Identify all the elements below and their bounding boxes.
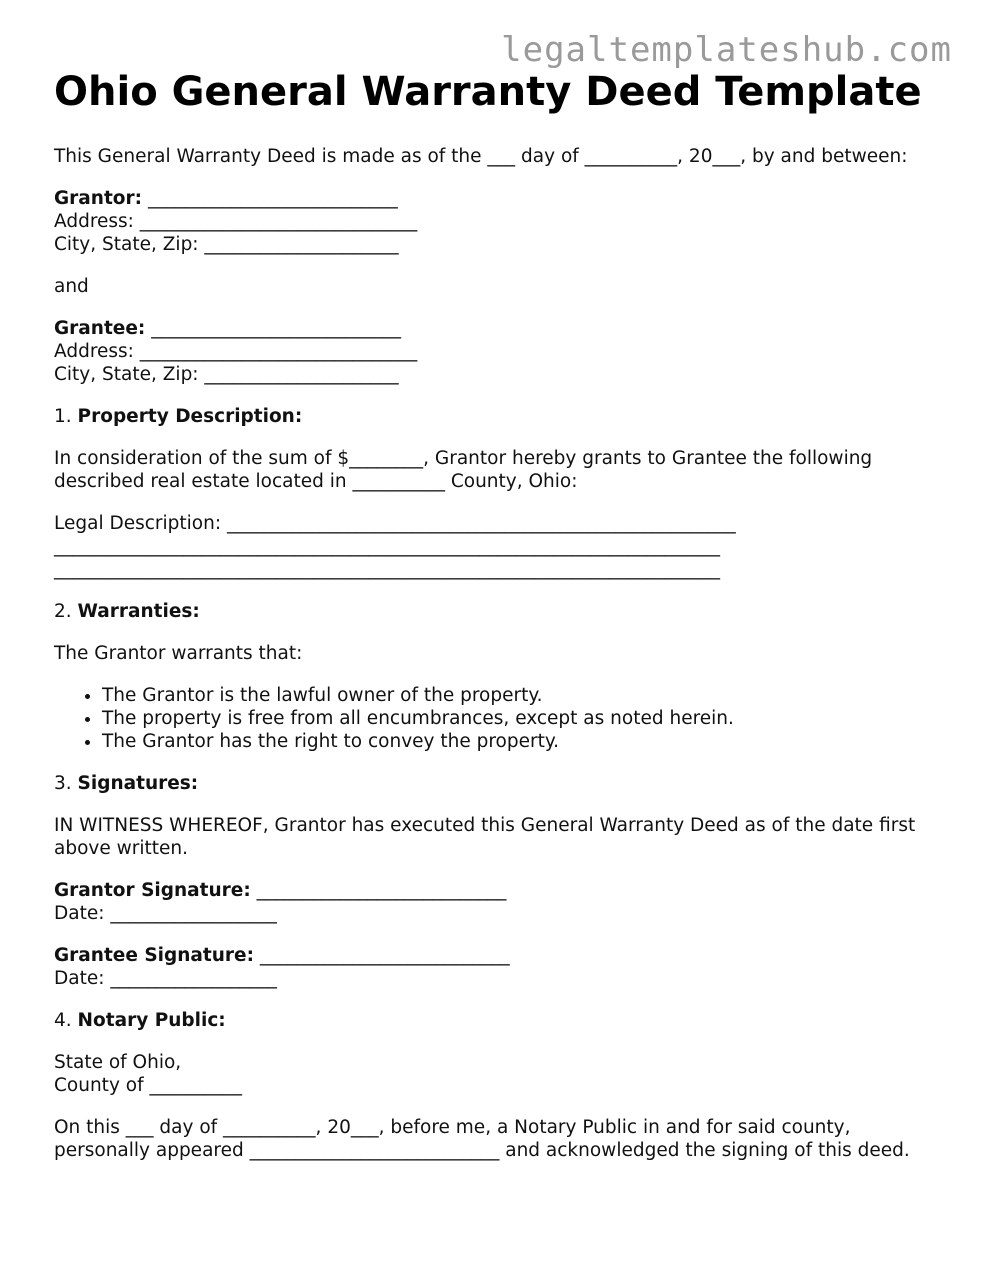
- grantee-date: Date: __________________: [54, 968, 277, 989]
- list-item: • The property is free from all encumbrances, except as noted herein.: [102, 707, 934, 730]
- grantor-signature-blank: ___________________________: [256, 880, 507, 901]
- intro-paragraph: This General Warranty Deed is made as of the ___ day of __________, 20___, by and between:: [54, 146, 908, 167]
- legal-description: [54, 512, 934, 581]
- deed-document: [54, 66, 934, 1181]
- and-text: and: [54, 276, 89, 297]
- section-1-title: Property Description:: [77, 406, 303, 427]
- grantee-signature-block: [54, 944, 934, 990]
- section-4-heading: [54, 1009, 934, 1032]
- watermark: legaltemplateshub.com: [501, 30, 952, 70]
- grantee-signature-label: Grantee Signature:: [54, 945, 254, 966]
- grantor-signature-line: [54, 879, 934, 902]
- grantor-label: Grantor:: [54, 188, 143, 209]
- section-3-body: IN WITNESS WHEREOF, Grantor has executed this General Warranty Deed as of the date first above written.: [54, 815, 922, 859]
- notary-venue: [54, 1051, 934, 1097]
- section-2-heading: [54, 600, 934, 623]
- grantee-signature-line: [54, 944, 934, 967]
- section-2-number: 2.: [54, 601, 72, 622]
- warranty-list: [54, 684, 934, 753]
- section-4-title: Notary Public:: [77, 1010, 226, 1031]
- legal-description-line: ________________________________________________________________________: [54, 536, 720, 557]
- legal-description-line: ________________________________________________________________________: [54, 559, 720, 580]
- section-3-title: Signatures:: [77, 773, 199, 794]
- grantee-line: [54, 317, 934, 340]
- grantee-label: Grantee:: [54, 318, 146, 339]
- grantee-name-blank: ___________________________: [151, 318, 401, 339]
- grantor-block: [54, 187, 934, 256]
- section-3-heading: [54, 772, 934, 795]
- list-item: • The Grantor is the lawful owner of the property.: [102, 684, 934, 707]
- grantee-city: City, State, Zip: _____________________: [54, 364, 399, 385]
- section-1-heading: [54, 405, 934, 428]
- notary-county: County of __________: [54, 1075, 242, 1096]
- grantor-address: Address: ______________________________: [54, 211, 418, 232]
- grantor-date: Date: __________________: [54, 903, 277, 924]
- section-4-number: 4.: [54, 1010, 72, 1031]
- grantee-address: Address: ______________________________: [54, 341, 418, 362]
- legal-description-line: Legal Description: _______________________________________________________: [54, 513, 736, 534]
- grantor-line: [54, 187, 934, 210]
- grantor-name-blank: ___________________________: [147, 188, 398, 209]
- list-item: • The Grantor has the right to convey the property.: [102, 730, 934, 753]
- section-2-title: Warranties:: [77, 601, 200, 622]
- section-1-number: 1.: [54, 406, 72, 427]
- grantee-block: [54, 317, 934, 386]
- section-3-number: 3.: [54, 773, 72, 794]
- grantee-signature-blank: ___________________________: [259, 945, 510, 966]
- section-2-intro: The Grantor warrants that:: [54, 643, 303, 664]
- section-1-body: In consideration of the sum of $________, Grantor hereby grants to Grantee the following described real estate located in __________ County, Ohio:: [54, 448, 879, 492]
- notary-state: State of Ohio,: [54, 1052, 182, 1073]
- notary-body: On this ___ day of __________, 20___, before me, a Notary Public in and for said county, personally appeared ___________________________ and acknowledged the signing of this deed.: [54, 1117, 910, 1161]
- grantor-signature-label: Grantor Signature:: [54, 880, 251, 901]
- page-title: Ohio General Warranty Deed Template: [54, 69, 922, 115]
- grantor-city: City, State, Zip: _____________________: [54, 234, 399, 255]
- grantor-signature-block: [54, 879, 934, 925]
